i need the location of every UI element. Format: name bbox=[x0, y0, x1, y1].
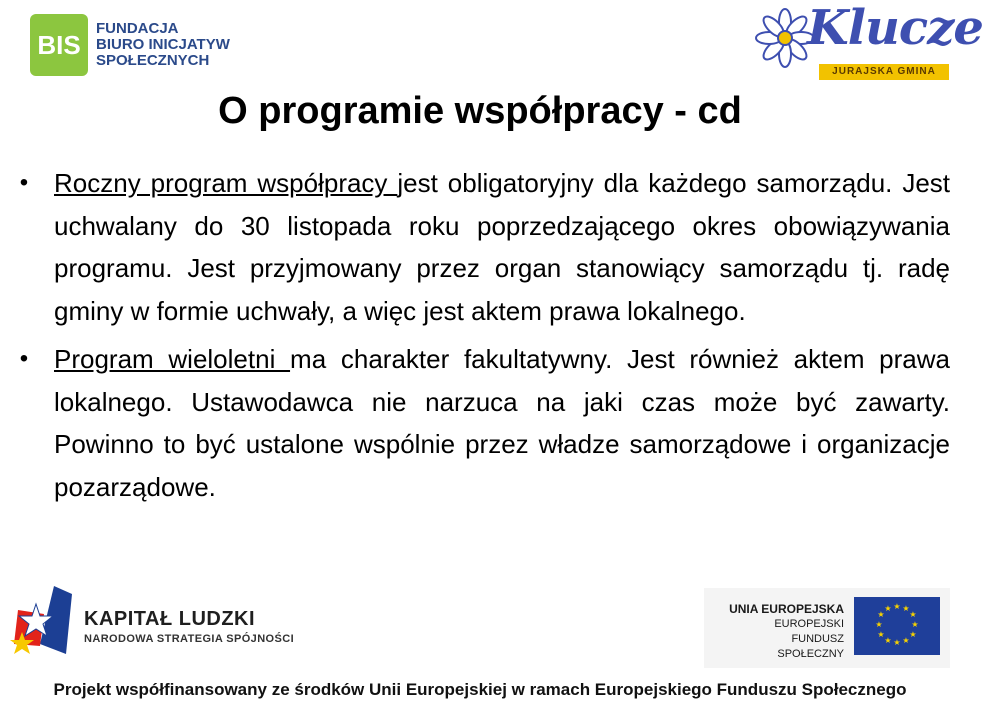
svg-text:★: ★ bbox=[909, 630, 917, 639]
svg-text:★: ★ bbox=[902, 604, 910, 613]
svg-text:★: ★ bbox=[893, 638, 901, 647]
svg-text:★: ★ bbox=[909, 610, 917, 619]
ue-efs-logo bbox=[704, 588, 950, 668]
svg-text:★: ★ bbox=[884, 604, 892, 613]
bullet-dot-icon: • bbox=[19, 169, 29, 196]
bullet-2-underlined: Program wieloletni bbox=[54, 344, 291, 374]
bis-line-3: SPOŁECZNYCH bbox=[96, 52, 210, 69]
bis-name bbox=[96, 21, 230, 69]
kapital-ludzki-logo bbox=[10, 584, 294, 668]
svg-text:★: ★ bbox=[877, 630, 885, 639]
bullet-dot-icon: • bbox=[19, 345, 29, 372]
klucze-gmina-logo bbox=[755, 0, 983, 84]
bullet-item-multiyear-program bbox=[14, 338, 950, 508]
svg-text:★: ★ bbox=[877, 610, 885, 619]
ue-line-3: FUNDUSZ SPOŁECZNY bbox=[777, 633, 844, 660]
flower-icon bbox=[755, 8, 815, 68]
bullet-2-text: ma charakter fakultatywny. Jest również aktem prawa lokalnego. Ustawodawca nie narzuca na jaki czas może być zawarty. Powinno to być ustalone wspólnie przez władze samorządowe i organizacje pozarządowe. bbox=[54, 344, 950, 502]
kapital-ludzki-title: KAPITAŁ LUDZKI bbox=[84, 607, 256, 630]
fundacja-bis-logo bbox=[30, 14, 230, 76]
kapital-ludzki-star-icon bbox=[10, 584, 74, 668]
svg-text:★: ★ bbox=[884, 636, 892, 645]
bullet-item-annual-program bbox=[14, 162, 950, 332]
bis-line-1: FUNDACJA bbox=[96, 20, 179, 37]
bullet-1-text: jest obligatoryjny dla każdego samorządu. Jest uchwalany do 30 listopada roku poprzedzającego okres obowiązywania programu. Jest przyjmowany przez organ stanowiący samorządu tj. radę gminy w formie uchwały, a więc jest aktem prawa lokalnego. bbox=[54, 168, 950, 326]
klucze-subtitle: JURAJSKA GMINA bbox=[819, 64, 949, 80]
slide-title: O programie współpracy - cd bbox=[218, 90, 742, 132]
bis-line-2: BIURO INICJATYW bbox=[96, 36, 230, 53]
klucze-wordmark: Klucze bbox=[807, 0, 983, 56]
bullet-1-underlined: Roczny program współpracy bbox=[54, 168, 398, 198]
kapital-ludzki-subtitle: NARODOWA STRATEGIA SPÓJNOŚCI bbox=[84, 632, 295, 645]
ue-line-2: EUROPEJSKI bbox=[774, 618, 844, 630]
svg-text:★: ★ bbox=[902, 636, 910, 645]
svg-text:★: ★ bbox=[893, 602, 901, 611]
eu-flag-icon bbox=[854, 597, 940, 655]
svg-text:★: ★ bbox=[911, 620, 919, 629]
svg-text:★: ★ bbox=[875, 620, 883, 629]
cofinancing-footer: Projekt współfinansowany ze środków Unii Europejskiej w ramach Europejskiego Funduszu Społecznego bbox=[53, 680, 907, 699]
ue-line-1: UNIA EUROPEJSKA bbox=[729, 602, 844, 616]
bullet-list bbox=[14, 162, 950, 508]
bis-badge: BIS bbox=[30, 14, 88, 76]
